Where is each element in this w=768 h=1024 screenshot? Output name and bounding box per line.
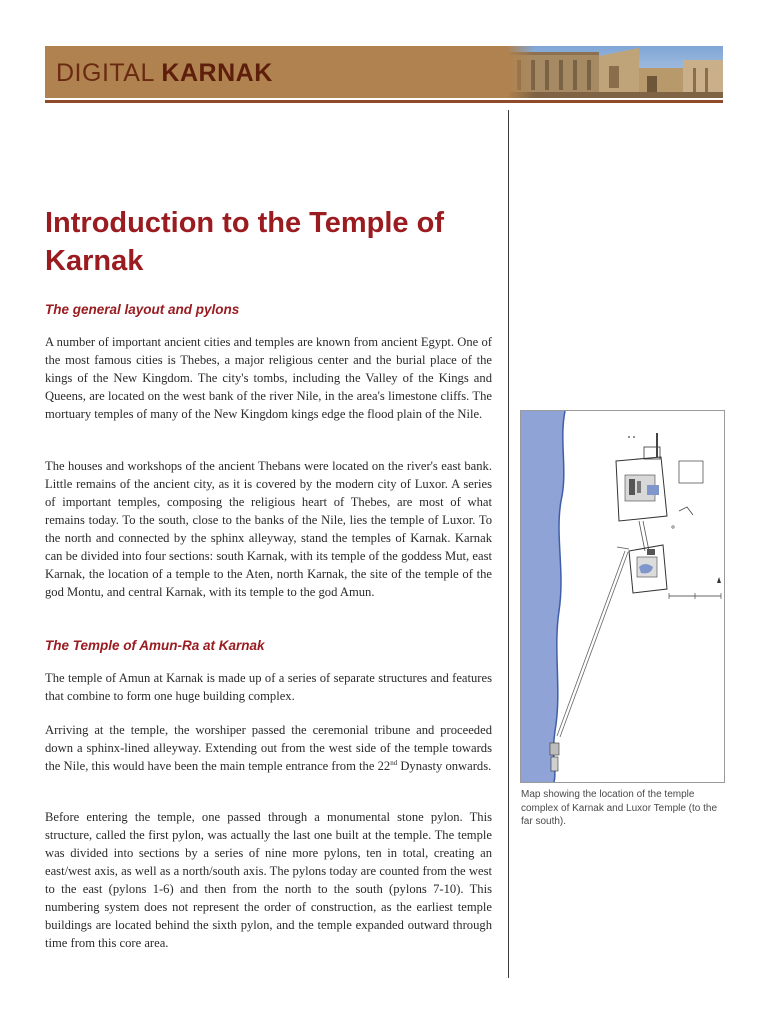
header-rule — [45, 100, 723, 103]
karnak-map — [520, 410, 725, 783]
map-drawing — [521, 411, 724, 782]
brand-logo — [56, 59, 273, 87]
brand-bold: KARNAK — [161, 59, 273, 87]
paragraph: Before entering the temple, one passed through a monumental stone pylon. This structure, called the first pylon, was actually the last one built at the temple. The temple was divided into sections by a series of nine more pylons, ten in total, creating an east/west axis, as well as a north/south axis. The pylons today are counted from the west to the east (pylons 1-6) and then from the north to the south (pylons 7-10). This numbering system does not represent the order of construction, as the earliest temple buildings are located behind the sixth pylon, and the temple expanded outward through time from this core area. — [45, 810, 492, 950]
paragraph: The houses and workshops of the ancient Thebans were located on the river's east bank. Little remains of the ancient city, as it is covered by the modern city of Luxor. A series of important temples, composing the religious heart of Thebes, are most of what remains today. To the south, close to the banks of the Nile, lies the temple of Luxor. To the north and connected by the sphinx alleyway, stand the temples of Karnak. Karnak can be divided into four sections: south Karnak, with its temple of the goddess Mut, east Karnak, the location of a temple to the Aten, north Karnak, the site of the temple of the god Montu, and central Karnak, with its temple to the god Amun. — [45, 459, 492, 599]
paragraph-text: Arriving at the temple, the worshiper passed the ceremonial tribune and proceeded down a sphinx-lined alleyway. Extending out from the west side of the temple towards the Nile, this would have been the main temple entrance from the — [45, 723, 492, 773]
map-caption: Map showing the location of the temple complex of Karnak and Luxor Temple (to the far south). — [521, 789, 718, 827]
brand-light: DIGITAL — [56, 59, 154, 87]
sphinx-avenue — [557, 551, 625, 736]
dynasty-number: 22 — [377, 759, 391, 773]
paragraph — [45, 721, 492, 775]
dynasty-tail: Dynasty onwards. — [397, 759, 492, 773]
temple-photo — [507, 46, 723, 98]
dynasty-suffix: nd — [390, 758, 398, 767]
section-heading-amun-ra: The Temple of Amun-Ra at Karnak — [45, 638, 265, 653]
page-title: Introduction to the Temple of Karnak — [45, 207, 444, 277]
column-divider — [508, 110, 509, 978]
nile-river — [521, 411, 565, 782]
paragraph: A number of important ancient cities and temples are known from ancient Egypt. One of the most famous cities is Thebes, a major religious center and the burial place of the kings of the New Kingdom. The city's tombs, including the Valley of the Kings and Queens, are located on the west bank of the river Nile, in the area's limestone cliffs. The mortuary temples of many of the New Kingdom kings edge the flood plain of the Nile. — [45, 335, 492, 421]
header-banner — [45, 46, 723, 98]
luxor-temple — [550, 743, 559, 755]
section-heading-layout: The general layout and pylons — [45, 302, 240, 317]
paragraph: The temple of Amun at Karnak is made up of a series of separate structures and features that combine to form one huge building complex. — [45, 671, 492, 703]
